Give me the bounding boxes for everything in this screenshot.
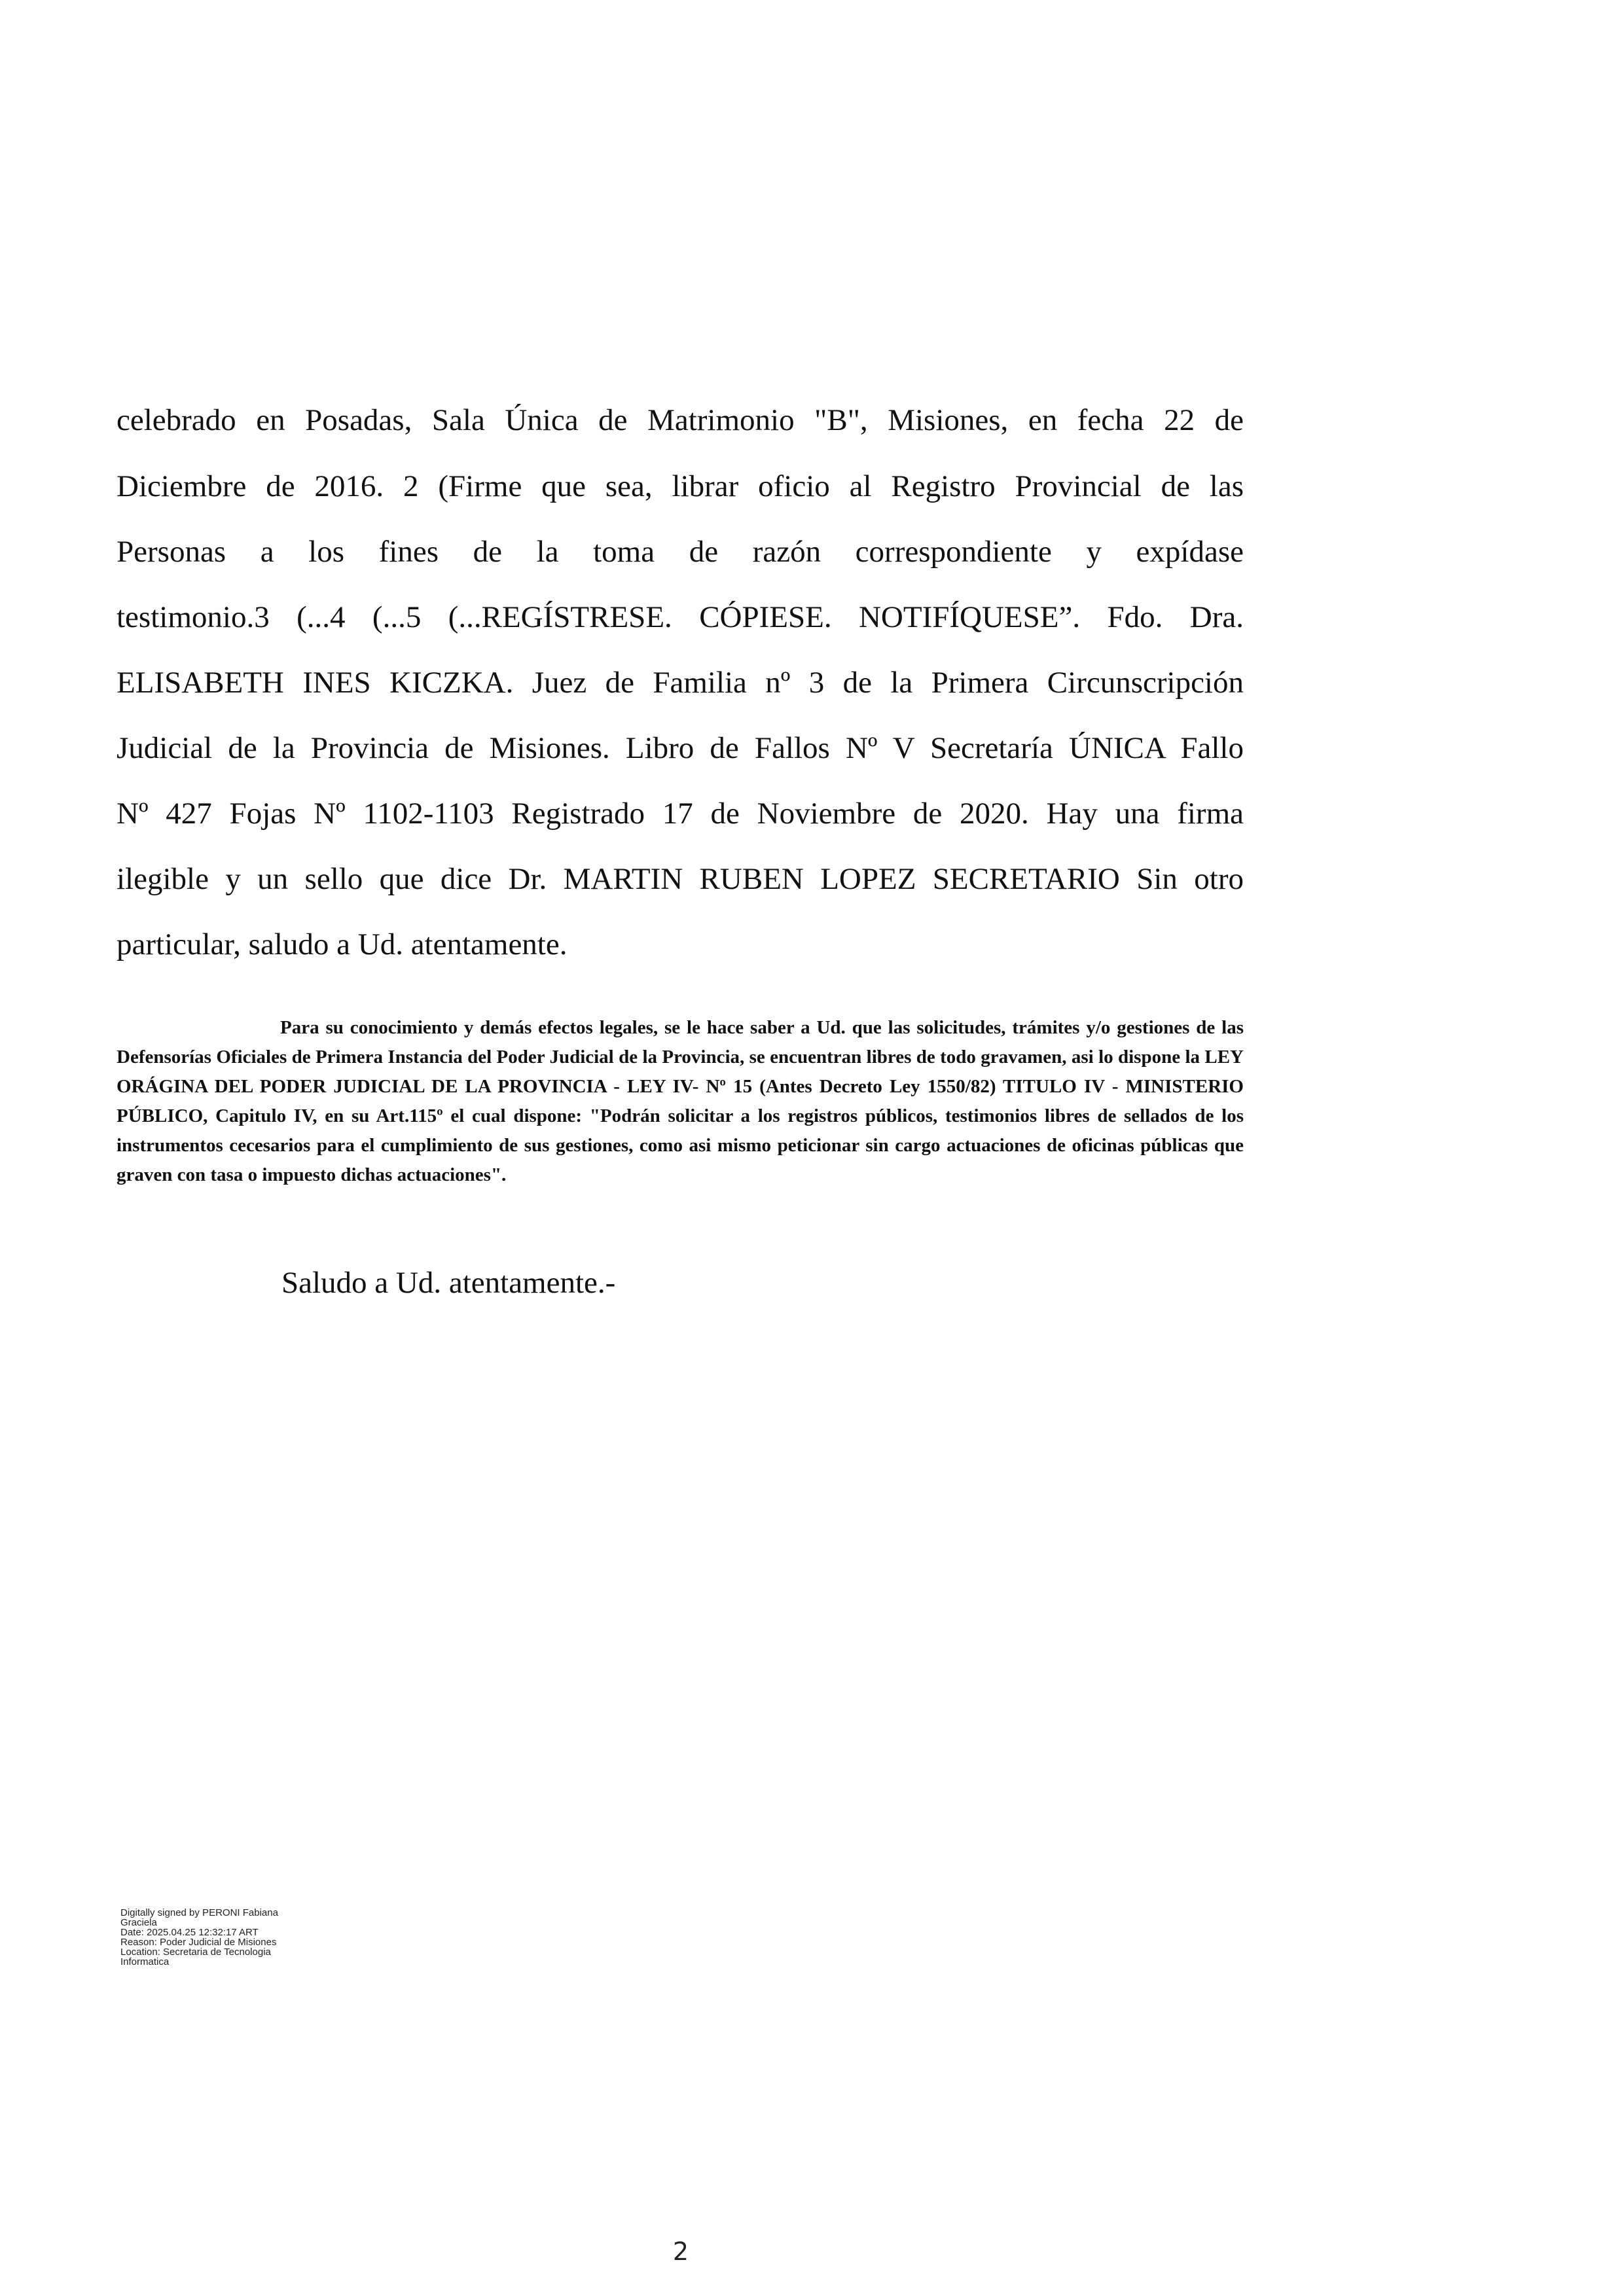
body-line-3: Personas a los fines de la toma de razón correspondiente y expídase — [117, 535, 1244, 569]
body-line-2: Diciembre de 2016. 2 (Firme que sea, librar oficio al Registro Provincial de las — [117, 469, 1244, 503]
page-number: 2 — [672, 2237, 689, 2266]
body-line-7: Nº 427 Fojas Nº 1102-1103 Registrado 17 de Noviembre de 2020. Hay una firma — [117, 797, 1244, 831]
body-line-1: celebrado en Posadas, Sala Única de Matrimonio "B", Misiones, en fecha 22 de — [117, 403, 1244, 437]
signature-line: Reason: Poder Judicial de Misiones — [120, 1937, 277, 1948]
body-line-9: particular, saludo a Ud. atentamente. — [117, 927, 568, 961]
signature-line: Graciela — [120, 1917, 157, 1928]
body-line-5: ELISABETH INES KICZKA. Juez de Familia nº 3 de la Primera Circunscripción — [117, 666, 1244, 700]
body-line-4: testimonio.3 (...4 (...5 (...REGÍSTRESE. CÓPIESE. NOTIFÍQUESE”. Fdo. Dra. — [117, 600, 1244, 634]
signature-line: Date: 2025.04.25 12:32:17 ART — [120, 1927, 259, 1938]
digital-signature-block — [120, 1908, 317, 1967]
legal-notice: Para su conocimiento y demás efectos legales, se le hace saber a Ud. que las solicitudes, trámites y/o gestiones de las Defensorías Oficiales de Primera Instancia del Poder Judicial de la Provincia, se encuentran libres de todo gravamen, asi lo dispone la LEY ORÁGINA DEL PODER JUDICIAL DE LA PROVINCIA - LEY IV- Nº 15 (Antes Decreto Ley 1550/82) TITULO IV - MINISTERIO PÚBLICO, Capitulo IV, en su Art.115º el cual dispone: "Podrán solicitar a los registros públicos, testimonios libres de sellados de los instrumentos cecesarios para el cumplimiento de sus gestiones, como asi mismo peticionar sin cargo actuaciones de oficinas públicas que graven con tasa o impuesto dichas actuaciones". — [117, 1017, 1244, 1185]
body-line-8: ilegible y un sello que dice Dr. MARTIN RUBEN LOPEZ SECRETARIO Sin otro — [117, 862, 1244, 896]
signature-line: Location: Secretaria de Tecnologia — [120, 1946, 271, 1958]
signature-line: Informatica — [120, 1956, 170, 1967]
body-line-6: Judicial de la Provincia de Misiones. Libro de Fallos Nº V Secretaría ÚNICA Fallo — [117, 731, 1244, 765]
signature-line: Digitally signed by PERONI Fabiana — [120, 1907, 278, 1918]
closing-salutation: Saludo a Ud. atentamente.- — [281, 1266, 616, 1300]
